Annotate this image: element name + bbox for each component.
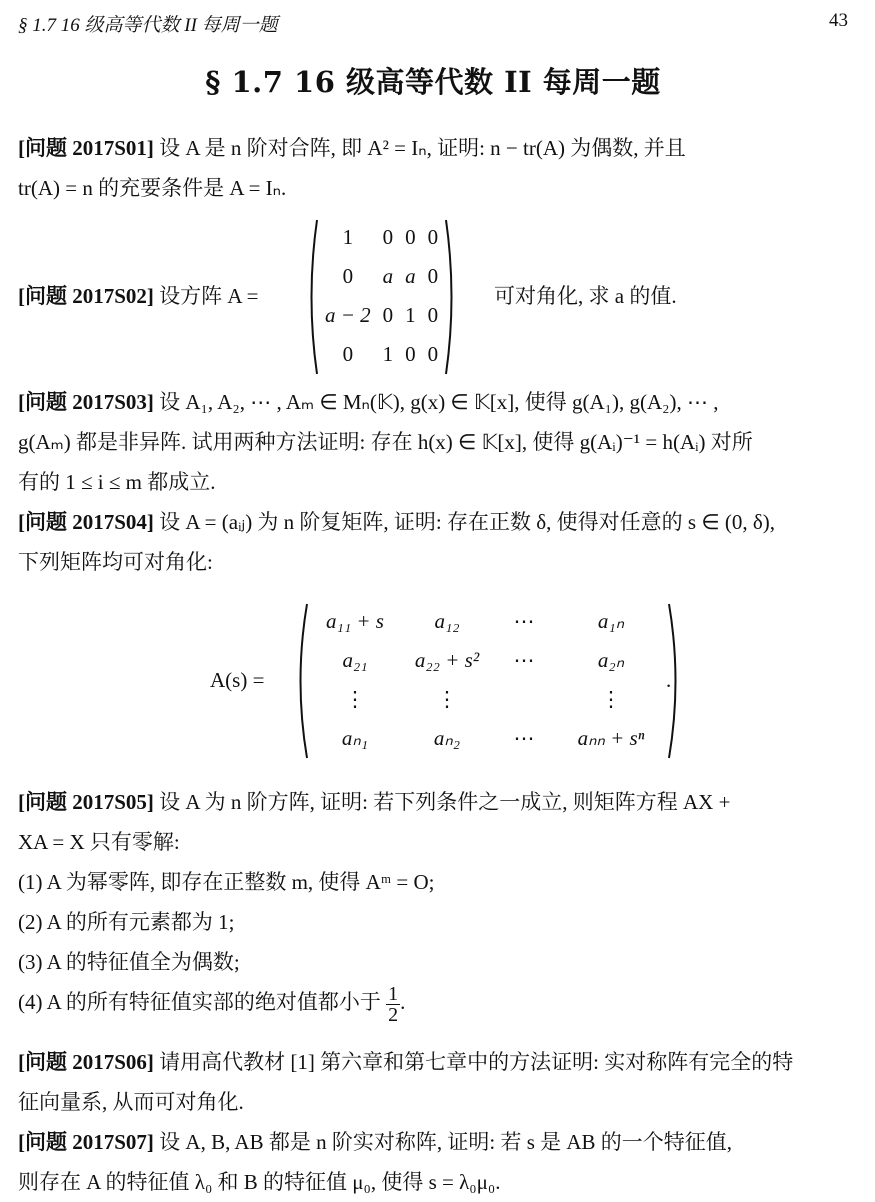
problem-text: 设方阵 A = [153,284,259,308]
problem-line [18,1122,848,1162]
problem-label: [问题 2017S04] [18,510,154,534]
problem-2017s05 [18,782,848,1026]
matrix-cell: aₙₙ + sⁿ [577,726,645,750]
condition-4-tail: . [400,990,406,1014]
section-title: § 1.7 16 级高等代数 II 每周一题 [205,65,661,99]
problem-text: 设 A, B, AB 都是 n 阶实对称阵, 证明: 若 s 是 AB 的一个特征值, [153,1130,733,1154]
problem-line: 下列矩阵均可对角化: [18,550,213,574]
problem-2017s06 [18,1042,848,1122]
matrix-cell: ⋮ [600,687,622,711]
matrix-cell: a₂₁ [342,648,368,672]
matrix-cell: 0 [405,342,416,366]
problem-line [18,382,848,422]
problem-2017s01 [18,128,848,208]
matrix-cell: ⋯ [513,726,535,750]
problem-line: 则存在 A 的特征值 λ₀ 和 B 的特征值 μ₀, 使得 s = λ₀μ₀. [18,1170,501,1194]
condition-2: (2) A 的所有元素都为 1; [18,910,235,934]
condition-4 [18,982,848,1026]
running-title: § 1.7 16 级高等代数 II 每周一题 [18,15,278,36]
condition-4-text: (4) A 的所有特征值实部的绝对值都小于 [18,990,381,1014]
matrix-cell: a [382,264,394,288]
problem-label: [问题 2017S01] [18,136,154,160]
matrix-cell: ⋯ [513,609,535,633]
matrix-cell: a [405,264,416,288]
problem-line [18,1042,848,1082]
problem-2017s03 [18,382,848,502]
matrix-cell [493,680,555,719]
problem-line: g(Aₘ) 都是非异阵. 试用两种方法证明: 存在 h(x) ∈ 𝕂[x], 使得 g(Aᵢ)⁻¹ = h(Aᵢ) 对所 [18,430,753,454]
problem-label: [问题 2017S05] [18,790,154,814]
matrix-2017s04 [293,602,667,758]
matrix-cell: a₁ₙ [597,609,625,633]
problem-text: 设 A 是 n 阶对合阵, 即 A² = Iₙ, 证明: n − tr(A) 为偶数, 并且 [153,136,686,160]
matrix-cell: 0 [342,342,354,366]
problem-line: 征向量系, 从而可对角化. [18,1090,244,1114]
problem-2017s02-tail: 可对角化, 求 a 的值. [494,284,677,308]
matrix-cell: 1 [405,303,416,327]
problem-2017s04 [18,502,848,582]
fraction-denominator: 2 [388,1003,399,1026]
problem-line [18,782,848,822]
matrix-body [319,218,444,374]
matrix-2017s02 [305,218,444,374]
fraction-numerator: 1 [388,982,399,1005]
page-number: 43 [829,10,848,31]
matrix-body [309,602,667,758]
right-paren [444,218,458,376]
matrix-cell: ⋮ [344,687,366,711]
left-paren [305,218,319,376]
matrix-cell: aₙ₂ [433,726,461,750]
matrix-cell: 0 [405,225,416,249]
matrix-cell: 0 [382,303,394,327]
matrix-cell: 0 [427,264,439,288]
problem-label: [问题 2017S06] [18,1050,154,1074]
problem-line: 有的 1 ≤ i ≤ m 都成立. [18,470,216,494]
problem-label: [问题 2017S03] [18,390,154,414]
matrix-cell: aₙ₁ [341,726,369,750]
fraction-one-half [386,984,400,1025]
matrix-cell: 0 [427,303,439,327]
problem-text: 请用高代教材 [1] 第六章和第七章中的方法证明: 实对称阵有完全的特 [153,1050,794,1074]
matrix-cell: 0 [382,225,394,249]
matrix-cell: 0 [342,264,354,288]
running-header [18,10,848,34]
problem-line: XA = X 只有零解: [18,830,180,854]
matrix-cell: 1 [382,342,394,366]
matrix-cell: ⋯ [513,648,535,672]
matrix-cell: a − 2 [325,303,371,327]
matrix-period: . [666,668,672,692]
matrix-cell: a₁₂ [434,609,460,633]
matrix-cell: 0 [427,342,439,366]
matrix-cell: a₂₂ + s² [414,648,480,672]
problem-line [18,502,848,542]
matrix-lhs: A(s) = [210,668,265,692]
condition-3: (3) A 的特征值全为偶数; [18,950,240,974]
problem-2017s07 [18,1122,848,1202]
problem-text: 设 A 为 n 阶方阵, 证明: 若下列条件之一成立, 则矩阵方程 AX + [153,790,731,814]
page [18,0,848,1200]
matrix-cell: 1 [342,225,354,249]
matrix-cell: ⋮ [436,687,458,711]
matrix-cell: a₁₁ + s [326,609,384,633]
problem-text: 设 A₁, A₂, ⋯ , Aₘ ∈ Mₙ(𝕂), g(x) ∈ 𝕂[x], 使得 g(A₁), g(A₂), ⋯ , [153,390,719,414]
problem-label: [问题 2017S07] [18,1130,154,1154]
problem-label: [问题 2017S02] [18,284,154,308]
matrix-cell: a₂ₙ [597,648,625,672]
matrix-cell: 0 [427,225,439,249]
left-paren [293,602,309,760]
problem-text: 设 A = (aᵢⱼ) 为 n 阶复矩阵, 证明: 存在正数 δ, 使得对任意的 s ∈ (0, δ), [153,510,776,534]
problem-line [18,128,848,168]
condition-1: (1) A 为幂零阵, 即存在正整数 m, 使得 Aᵐ = O; [18,870,435,894]
problem-line: tr(A) = n 的充要条件是 A = Iₙ. [18,176,287,200]
